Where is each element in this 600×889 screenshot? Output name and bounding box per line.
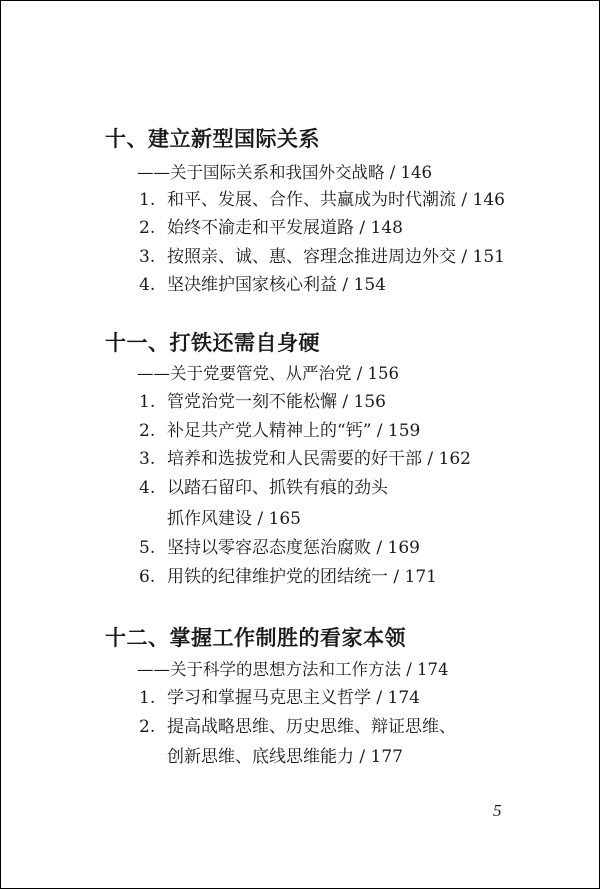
toc-item-number: 2. [139,421,156,441]
section-subtitle: ——关于党要管党、从严治党 / 156 [137,364,400,383]
toc-item[interactable] [139,533,420,558]
toc-item-number: 3. [139,247,156,267]
toc-item-text: 用铁的纪律维护党的团结统一 / 171 [167,567,437,587]
section-heading: 十二、掌握工作制胜的看家本领 [105,626,406,650]
toc-item-number: 1. [139,392,156,412]
toc-item-number: 5. [139,538,156,558]
toc-item-number: 2. [139,717,156,737]
toc-item[interactable] [139,712,456,737]
toc-item-text: 管党治党一刻不能松懈 / 156 [167,392,386,412]
toc-item-text: 坚持以零容忍态度惩治腐败 / 169 [167,538,420,558]
toc-item-text: 学习和掌握马克思主义哲学 / 174 [167,688,420,708]
toc-item[interactable] [139,387,386,412]
page-number: 5 [493,801,502,820]
section-heading: 十、建立新型国际关系 [105,127,320,151]
toc-item[interactable] [139,242,505,267]
toc-item-continuation[interactable]: 抓作风建设 / 165 [167,509,301,529]
toc-item-text: 和平、发展、合作、共赢成为时代潮流 / 146 [167,190,505,210]
toc-item-number: 4. [139,478,156,498]
toc-item-number: 1. [139,190,156,210]
toc-item-text: 以踏石留印、抓铁有痕的劲头 [167,478,388,498]
toc-item-text: 始终不渝走和平发展道路 / 148 [167,218,403,238]
toc-item[interactable] [139,185,505,210]
toc-item-number: 3. [139,449,156,469]
toc-item[interactable] [139,473,388,498]
toc-item[interactable] [139,562,437,587]
toc-item[interactable] [139,416,420,441]
toc-item-number: 6. [139,567,156,587]
toc-item-text: 培养和选拔党和人民需要的好干部 / 162 [167,449,471,469]
toc-item[interactable] [139,213,403,238]
toc-item[interactable] [139,444,471,469]
toc-item[interactable] [139,270,386,295]
toc-item-text: 提高战略思维、历史思维、辩证思维、 [167,717,456,737]
toc-item[interactable] [139,683,420,708]
toc-item-number: 1. [139,688,156,708]
toc-item-text: 按照亲、诚、惠、容理念推进周边外交 / 151 [167,247,505,267]
toc-item-number: 4. [139,275,156,295]
section-subtitle: ——关于国际关系和我国外交战略 / 146 [137,163,433,182]
section-subtitle: ——关于科学的思想方法和工作方法 / 174 [137,660,449,679]
toc-item-text: 坚决维护国家核心利益 / 154 [167,275,386,295]
toc-item-text: 补足共产党人精神上的“钙” / 159 [167,421,421,441]
section-heading: 十一、打铁还需自身硬 [105,331,320,355]
toc-item-continuation[interactable]: 创新思维、底线思维能力 / 177 [167,747,403,767]
toc-item-number: 2. [139,218,156,238]
